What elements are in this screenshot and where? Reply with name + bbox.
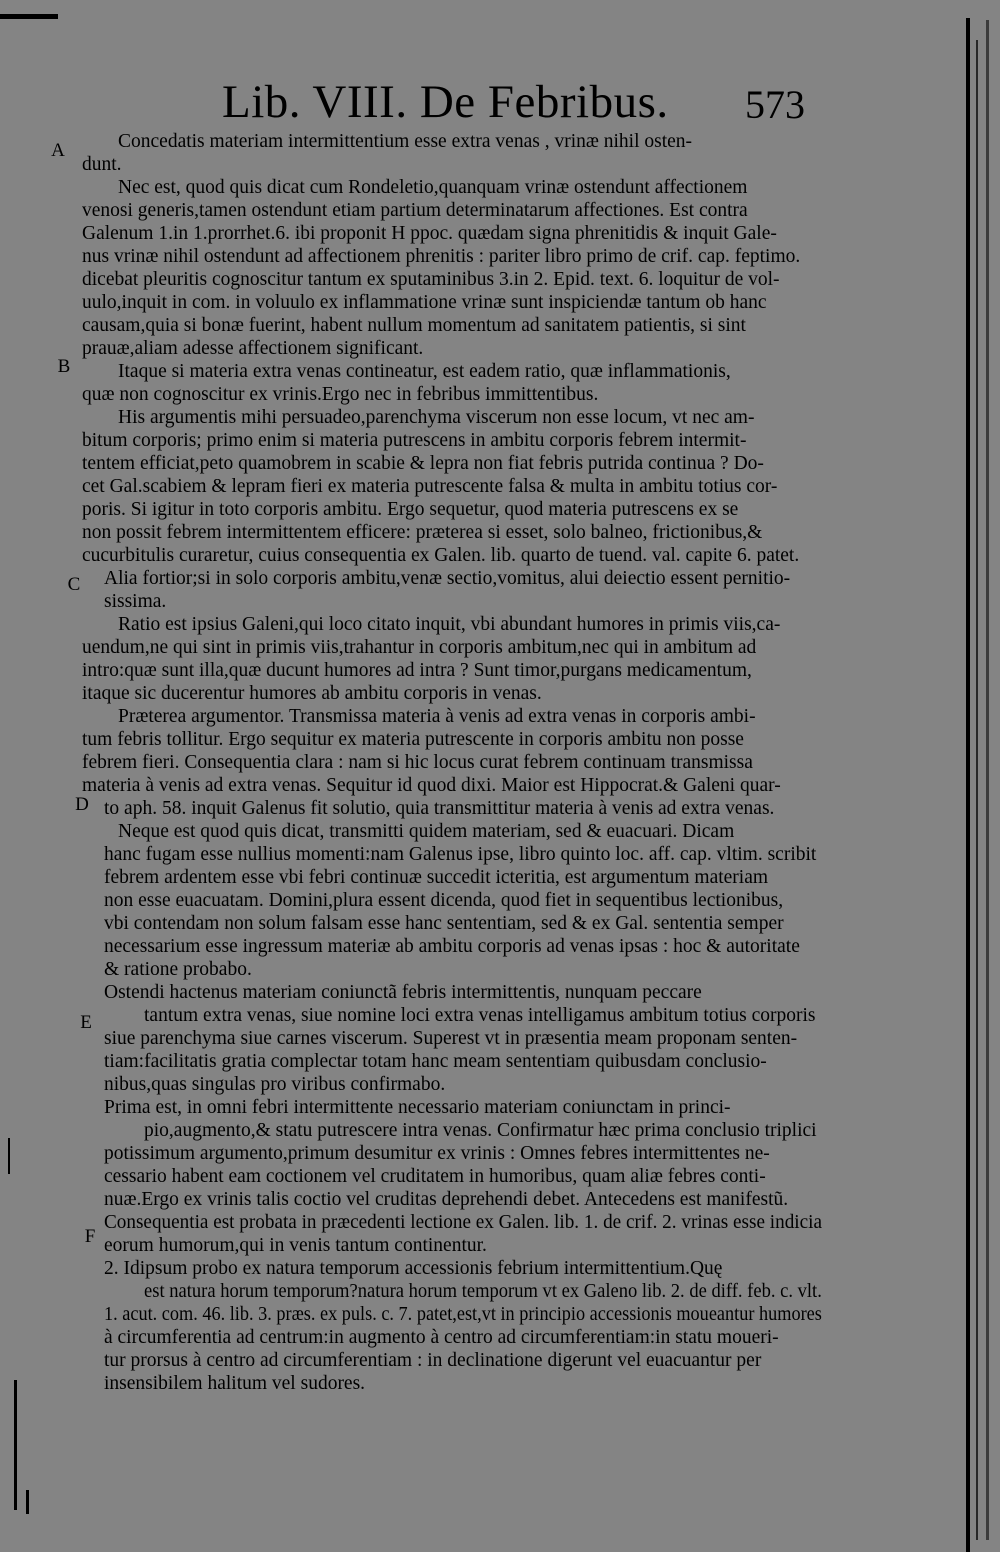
scan-edge-mark-left [14,1380,17,1510]
text-line: pio,augmento,& statu putrescere intra venas. Confirmatur hæc prima conclusio triplici [144,1120,817,1141]
text-line: Neque est quod quis dicat, transmitti quidem materiam, sed & euacuari. Dicam [118,821,735,842]
scan-edge-mark-left-lower [26,1490,29,1514]
text-line: & ratione probabo. [104,959,252,980]
scan-edge-mark-left-mid [8,1138,10,1174]
margin-letter-f: F [84,1226,96,1247]
text-line: Consequentia est probata in præcedenti lectione ex Galen. lib. 1. de crif. 2. vrinas esse indicia [104,1212,822,1233]
text-line: Concedatis materiam intermittentium esse extra venas , vrinæ nihil osten- [118,131,693,152]
text-line: His argumentis mihi persuadeo,parenchyma viscerum non esse locum, vt nec am- [118,407,755,428]
text-line: nibus,quas singulas pro viribus confirmabo. [104,1074,446,1095]
margin-letter-c: C [67,574,81,595]
text-line: tur prorsus à centro ad circumferentiam : in declinatione digerunt vel euacuantur per [104,1350,762,1371]
text-line: quæ non cognoscitur ex vrinis.Ergo nec in febribus immittentibus. [82,384,599,405]
text-line: uulo,inquit in com. in voluulo ex inflammatione vrinæ sunt inspiciendæ tantum ob hanc [82,292,767,313]
text-line: Itaque si materia extra venas contineatur, est eadem ratio, quæ inflammationis, [118,361,731,382]
text-line: Ratio est ipsius Galeni,qui loco citato inquit, vbi abundant humores in primis viis,ca- [118,614,781,635]
text-line: non esse euacuatam. Domini,plura essent dicenda, quod fiet in sequentibus lectionibus, [104,890,784,911]
page-number: 573 [745,82,805,127]
text-line: nus vrinæ nihil ostendunt ad affectionem phrenitis : pariter libro primo de crif. cap. feptimo. [82,246,801,267]
text-line: tentem efficiat,peto quamobrem in scabie & lepra non fiat febris putrida continua ? Do- [82,453,764,474]
scan-edge-mark-top [0,14,58,19]
text-line: materia à venis ad extra venas. Sequitur id quod dixi. Maior est Hippocrat.& Galeni quar- [82,775,781,796]
text-line: siue parenchyma siue carnes viscerum. Superest vt in præsentia meam proponam senten- [104,1028,798,1049]
text-line: dunt. [82,154,122,175]
text-line: tiam:facilitatis gratia complectar totam hanc meam sententiam quibusdam conclusio- [104,1051,767,1072]
text-line: Galenum 1.in 1.prorrhet.6. ibi proponit H ppoc. quædam signa phrenitidis & inquit Gale- [82,223,777,244]
text-line: Præterea argumentor. Transmissa materia à venis ad extra venas in corporis ambi- [118,706,756,727]
text-line: venosi generis,tamen ostendunt etiam partium determinatarum affectiones. Est contra [82,200,748,221]
text-line: cessario habent eam coctionem vel cruditatem in humoribus, quam aliæ febres conti- [104,1166,766,1187]
text-line: 1. acut. com. 46. lib. 3. præs. ex puls. c. 7. patet,est,vt in principio accessionis moueantur humores [104,1304,822,1325]
text-line: cet Gal.scabiem & lepram fieri ex materia putrescente falsa & multa in ambitu totius cor- [82,476,778,497]
text-line: à circumferentia ad centrum:in augmento à centro ad circumferentiam:in statu moueri- [104,1327,779,1348]
text-line: bitum corporis; primo enim si materia putrescens in ambitu corporis febrem intermit- [82,430,747,451]
text-line: dicebat pleuritis cognoscitur tantum ex sputaminibus 3.in 2. Epid. text. 6. loquitur de vol- [82,269,780,290]
text-line: Ostendi hactenus materiam coniunctã febris intermittentis, nunquam peccare [104,982,702,1003]
text-line: insensibilem halitum vel sudores. [104,1373,366,1394]
text-line: Nec est, quod quis dicat cum Rondeletio,quanquam vrinæ ostendunt affectionem [118,177,748,198]
text-line: nuæ.Ergo ex vrinis talis coctio vel cruditas deprehendi debet. Antecedens est manifestũ. [104,1189,789,1210]
scan-edge-mark-right-3 [986,20,989,1540]
text-line: to aph. 58. inquit Galenus fit solutio, quia transmittitur materia à venis ad extra venas. [104,798,775,819]
text-line: non possit febrem intermittentem efficere: præterea si esset, solo balneo, frictionibus,& [82,522,763,543]
text-line: tantum extra venas, siue nomine loci extra venas intelligamus ambitum totius corporis [144,1005,816,1026]
text-line: causam,quia si bonæ fuerint, habent nullum momentum ad sanitatem patientis, si sint [82,315,746,336]
text-line: hanc fugam esse nullius momenti:nam Galenus ipse, libro quinto loc. aff. cap. vltim. scribit [104,844,817,865]
margin-letter-e: E [80,1012,92,1033]
margin-letter-b: B [57,356,71,377]
text-line: Prima est, in omni febri intermittente necessario materiam coniunctam in princi- [104,1097,731,1118]
text-line: febrem ardentem esse vbi febri continuæ succedit icteritia, est argumentum materiam [104,867,769,888]
margin-letter-a: A [51,140,65,161]
margin-letter-d: D [75,794,89,815]
text-line: eorum humorum,qui in venis tantum continentur. [104,1235,487,1256]
text-line: potissimum argumento,primum desumitur ex vrinis : Omnes febres intermittentes ne- [104,1143,770,1164]
text-line: vbi contendam non solum falsam esse hanc sententiam, sed & ex Gal. sententia semper [104,913,784,934]
scan-edge-mark-right [966,18,970,1552]
running-header-title: Lib. VIII. De Febribus. [222,76,669,128]
text-line: necessarium esse ingressum materiæ ab ambitu corporis ad venas ipsas : hoc & autoritate [104,936,800,957]
text-line: uendum,ne qui sint in primis viis,trahantur in corporis ambitum,nec qui in ambitum ad [82,637,757,658]
text-line: cucurbitulis curaretur, cuius consequentia ex Galen. lib. quarto de tuend. val. capite 6. patet. [82,545,800,566]
text-line: sissima. [104,591,167,612]
text-line: intro:quæ sunt illa,quæ ducunt humores ad intra ? Sunt timor,purgans medicamentum, [82,660,752,681]
text-line: Alia fortior;si in solo corporis ambitu,venæ sectio,vomitus, alui deiectio essent pernitio- [104,568,791,589]
text-line: prauæ,aliam adesse affectionem significant. [82,338,424,359]
text-line: febrem fieri. Consequentia clara : nam si hic locus curat febrem continuam transmissa [82,752,753,773]
text-line: tum febris tollitur. Ergo sequitur ex materia putrescente in corporis ambitu non posse [82,729,744,750]
text-line: poris. Si igitur in toto corporis ambitu. Ergo sequetur, quod materia putrescens ex se [82,499,739,520]
text-line: itaque sic ducerentur humores ab ambitu corporis in venas. [82,683,542,704]
text-line: 2. Idipsum probo ex natura temporum accessionis febrium intermittentium.Quę [104,1258,723,1279]
text-line: est natura horum temporum?natura horum temporum vt ex Galeno lib. 2. de diff. feb. c. vlt. [144,1281,822,1302]
scan-edge-mark-right-2 [976,40,978,1540]
